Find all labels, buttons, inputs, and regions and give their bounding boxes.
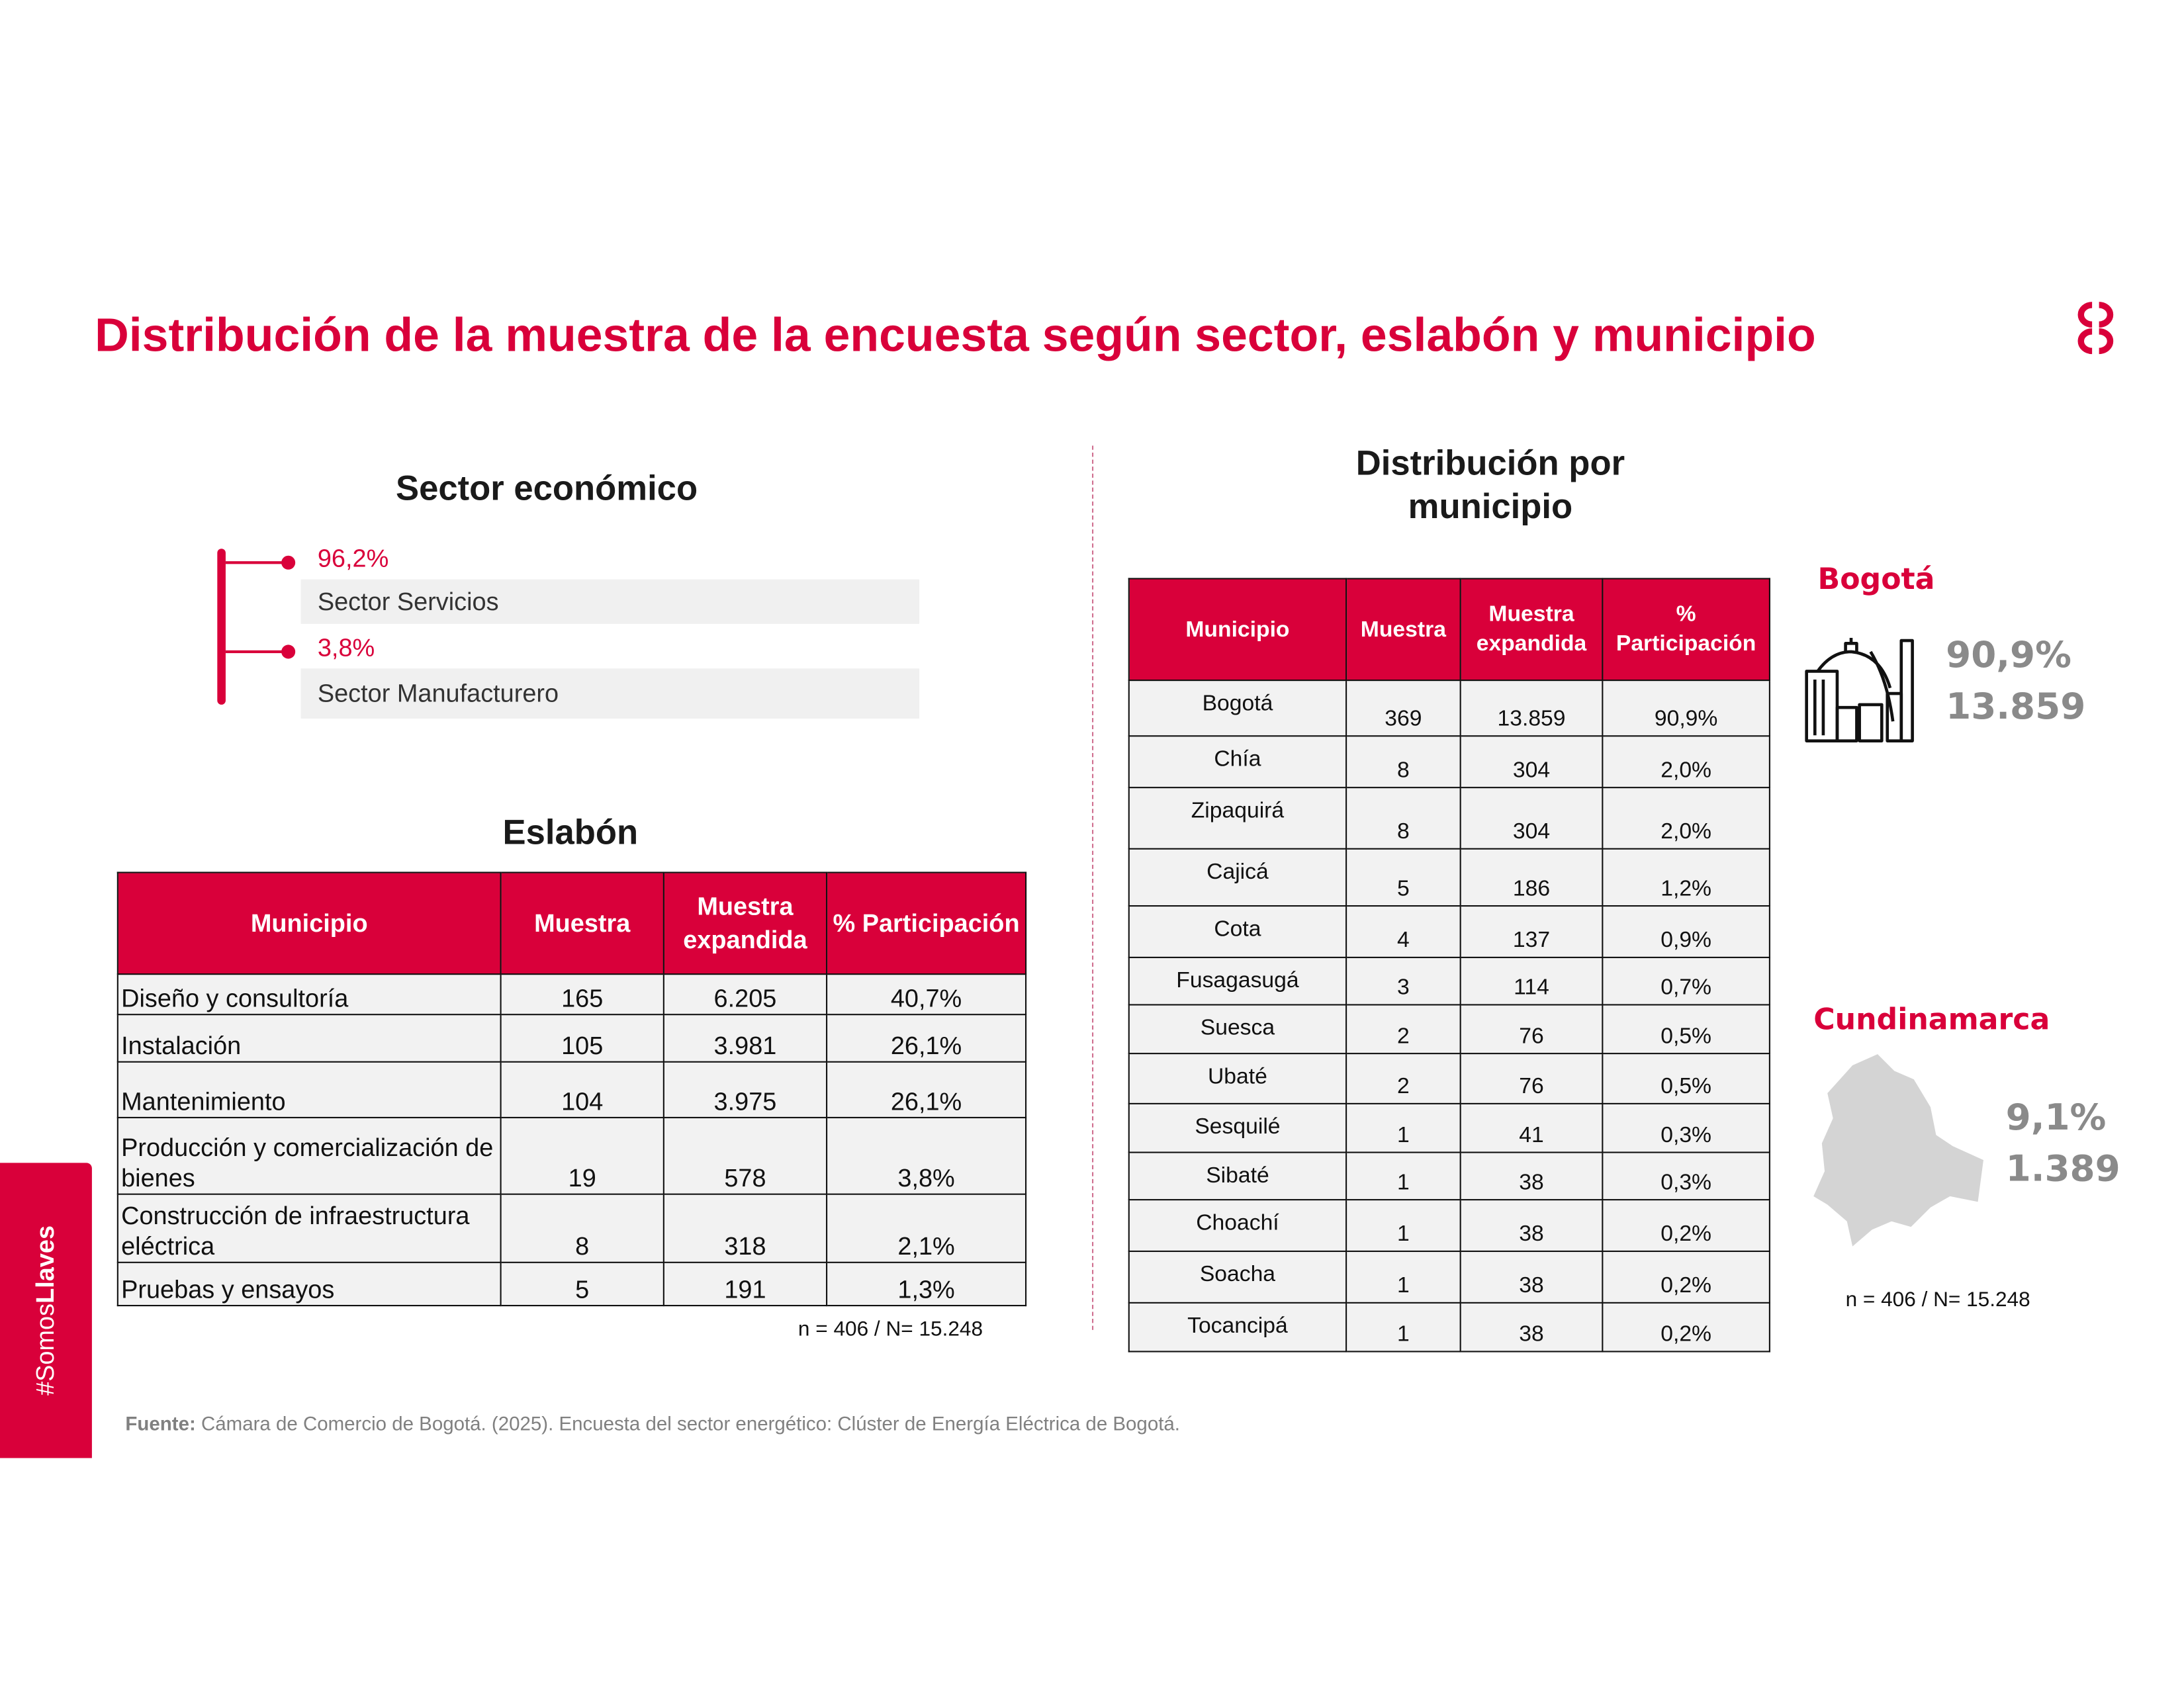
col-header: Muestra expandida [664,873,827,975]
municipio-name: Cajicá [1129,849,1346,906]
municipio-name: Sesquilé [1129,1104,1346,1153]
cell-value: 0,7% [1602,957,1770,1005]
cell-value: 1 [1346,1251,1461,1303]
table-row [118,1118,1026,1194]
row-label: Construcción de infraestructura eléctrica [118,1194,501,1263]
cell-value: 38 [1461,1200,1603,1251]
cell-value: 76 [1461,1004,1603,1053]
col-header: Muestra [501,873,664,975]
cell-value: 0,3% [1602,1153,1770,1200]
bullet-dot [281,644,295,658]
source-label: Fuente: [125,1412,196,1435]
table-row [1129,1004,1770,1053]
cell-value: 304 [1461,736,1603,787]
cell-value: 1,2% [1602,849,1770,906]
municipio-sample-note: n = 406 / N= 15.248 [1845,1288,2030,1312]
row-label: Diseño y consultoría [118,974,501,1014]
cell-value: 191 [664,1263,827,1306]
cell-value: 104 [501,1062,664,1118]
cell-value: 90,9% [1602,680,1770,736]
table-row [1129,1153,1770,1200]
tag-prefix: #Somos [31,1303,60,1396]
bogota-count: 13.859 [1946,686,2086,729]
row-label: Producción y comercialización de bienes [118,1118,501,1194]
sector-manufacturero-pct: 3,8% [317,633,375,662]
sector-servicios-pct: 96,2% [317,544,389,572]
cell-value: 26,1% [827,1014,1026,1062]
municipio-name: Choachí [1129,1200,1346,1251]
source-note [125,1412,1180,1435]
table-row [1129,1251,1770,1303]
cell-value: 3.981 [664,1014,827,1062]
municipio-name: Zipaquirá [1129,787,1346,849]
col-header: Municipio [1129,578,1346,680]
cell-value: 2,0% [1602,736,1770,787]
cell-value: 5 [501,1263,664,1306]
cell-value: 2,1% [827,1194,1026,1263]
eslabon-heading: Eslabón [502,813,639,853]
municipio-name: Chía [1129,736,1346,787]
table-row [1129,1104,1770,1153]
municipio-name: Ubaté [1129,1053,1346,1104]
cell-value: 38 [1461,1251,1603,1303]
table-row [118,1263,1026,1306]
col-header: Muestra [1346,578,1461,680]
cell-value: 0,5% [1602,1004,1770,1053]
row-label: Instalación [118,1014,501,1062]
cell-value: 1 [1346,1104,1461,1153]
col-header: % Participación [1602,578,1770,680]
cell-value: 369 [1346,680,1461,736]
col-header: % Participación [827,873,1026,975]
cell-value: 186 [1461,849,1603,906]
cundinamarca-map-icon [1811,1051,1989,1253]
cell-value: 5 [1346,849,1461,906]
cell-value: 114 [1461,957,1603,1005]
cell-value: 8 [1346,787,1461,849]
cell-value: 0,2% [1602,1251,1770,1303]
table-row [1129,736,1770,787]
connector-line [226,650,287,653]
cell-value: 76 [1461,1053,1603,1104]
table-row [1129,849,1770,906]
table-row [118,974,1026,1014]
municipio-name: Fusagasugá [1129,957,1346,1005]
cundinamarca-count: 1.389 [2005,1149,2120,1191]
table-row [1129,1303,1770,1352]
source-text: Cámara de Comercio de Bogotá. (2025). Encuesta del sector energético: Clúster de Energía Eléctrica de Bogotá. [195,1412,1180,1435]
sector-manufacturero-label: Sector Manufacturero [301,668,919,719]
eslabon-sample-note: n = 406 / N= 15.248 [797,1317,983,1341]
municipio-name: Bogotá [1129,680,1346,736]
bogota-label: Bogotá [1817,562,1935,596]
cundinamarca-pct: 9,1% [2005,1097,2107,1139]
col-header: Muestra expandida [1461,578,1603,680]
sector-bracket [217,549,226,705]
cell-value: 0,2% [1602,1303,1770,1352]
cell-value: 38 [1461,1303,1603,1352]
table-row [118,1194,1026,1263]
cell-value: 578 [664,1118,827,1194]
ccb-logo-icon [2070,301,2122,357]
bullet-dot [281,556,295,570]
cell-value: 1 [1346,1153,1461,1200]
table-row [118,1014,1026,1062]
table-row [1129,680,1770,736]
cell-value: 38 [1461,1153,1603,1200]
cundinamarca-label: Cundinamarca [1813,1002,2050,1036]
cell-value: 2,0% [1602,787,1770,849]
cell-value: 0,3% [1602,1104,1770,1153]
municipio-name: Soacha [1129,1251,1346,1303]
cell-value: 318 [664,1194,827,1263]
cell-value: 8 [1346,736,1461,787]
tag-bold: Llaves [31,1225,60,1304]
cell-value: 2 [1346,1053,1461,1104]
table-row [1129,906,1770,957]
divider [1092,445,1093,1329]
cell-value: 13.859 [1461,680,1603,736]
connector-line [226,561,287,564]
cell-value: 1,3% [827,1263,1026,1306]
table-row [1129,787,1770,849]
eslabon-table [117,871,1026,1306]
municipio-heading: Distribución por municipio [1355,444,1625,527]
cell-value: 40,7% [827,974,1026,1014]
sector-servicios-label: Sector Servicios [301,580,919,624]
sector-heading: Sector económico [395,469,698,509]
cell-value: 165 [501,974,664,1014]
municipio-name: Tocancipá [1129,1303,1346,1352]
table-row [118,1062,1026,1118]
cell-value: 2 [1346,1004,1461,1053]
cell-value: 105 [501,1014,664,1062]
cell-value: 3.975 [664,1062,827,1118]
cell-value: 8 [501,1194,664,1263]
table-row [1129,1200,1770,1251]
table-row [1129,957,1770,1005]
cell-value: 0,5% [1602,1053,1770,1104]
cell-value: 0,2% [1602,1200,1770,1251]
municipio-name: Cota [1129,906,1346,957]
cell-value: 6.205 [664,974,827,1014]
col-header: Municipio [118,873,501,975]
cell-value: 3 [1346,957,1461,1005]
bogota-skyline-icon [1803,638,1918,744]
somos-llaves-tag [0,1163,92,1458]
cell-value: 1 [1346,1303,1461,1352]
cell-value: 137 [1461,906,1603,957]
bogota-pct: 90,9% [1946,635,2071,677]
row-label: Pruebas y ensayos [118,1263,501,1306]
cell-value: 304 [1461,787,1603,849]
row-label: Mantenimiento [118,1062,501,1118]
municipio-table [1128,578,1770,1352]
cell-value: 0,9% [1602,906,1770,957]
municipio-name: Sibaté [1129,1153,1346,1200]
cell-value: 19 [501,1118,664,1194]
cell-value: 26,1% [827,1062,1026,1118]
page-title: Distribución de la muestra de la encuesta según sector, eslabón y municipio [95,309,1816,363]
cell-value: 3,8% [827,1118,1026,1194]
municipio-name: Suesca [1129,1004,1346,1053]
cell-value: 1 [1346,1200,1461,1251]
table-row [1129,1053,1770,1104]
cell-value: 4 [1346,906,1461,957]
cell-value: 41 [1461,1104,1603,1153]
